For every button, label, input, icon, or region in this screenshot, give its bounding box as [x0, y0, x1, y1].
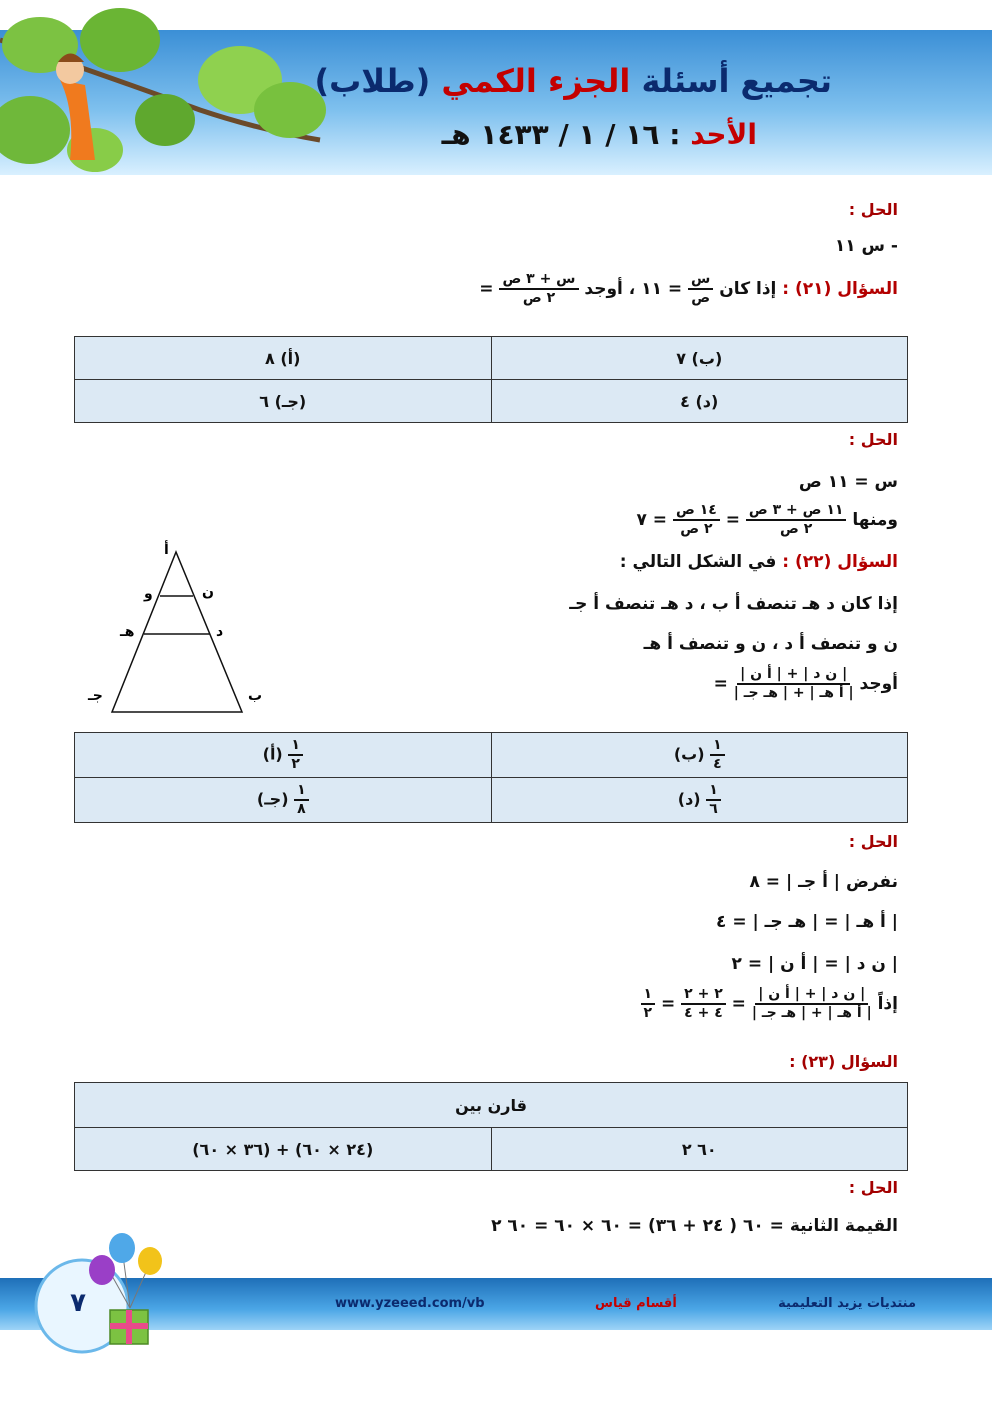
- vertex-b-label: ب: [248, 688, 263, 704]
- top-line: - س ١١: [834, 236, 898, 256]
- page-number: ٧: [70, 1288, 86, 1318]
- q21-fraction2: [499, 271, 578, 307]
- title-part2: الجزء الكمي: [441, 62, 631, 100]
- q22-solution-line2: | أ هـ | = | هـ جـ | = ٤: [716, 912, 898, 932]
- q22-opt-b-num: ١: [710, 737, 725, 756]
- q22-find: [714, 666, 898, 702]
- q21-solution-line2: ومنها $\frac{\text{١١ ص + ٣ ص}}{\text{٢ ص}}$ = $\frac{\text{١٤ ص}}{\text{٢ ص}}$ = ٧: [636, 502, 898, 537]
- q21-tail: =: [479, 279, 494, 299]
- footer-url[interactable]: www.yzeeed.com/vb: [335, 1296, 485, 1311]
- q21-frac2-den: ٢ ص: [522, 290, 556, 306]
- q21-text1: إذا كان: [719, 279, 777, 299]
- q21-frac1-den: ص: [691, 290, 711, 306]
- q21-option-d[interactable]: (د) ٤: [491, 380, 908, 423]
- q22-tail: =: [713, 674, 728, 694]
- q22-fraction: [734, 666, 854, 702]
- q21-sol-frac1-den: ٢ ص: [780, 521, 813, 537]
- q21-sol-frac2-num: ١٤ ص: [673, 502, 720, 521]
- q22-sol-frac3-num: ١: [641, 986, 656, 1005]
- q22-opt-b-prefix: (ب): [673, 744, 705, 764]
- title-part1: تجميع أسئلة: [641, 62, 832, 100]
- q21-sol-fraction1: [746, 502, 847, 538]
- q21-question: [479, 271, 898, 307]
- q22-opt-c-prefix: (جـ): [256, 789, 289, 809]
- q22-opt-a-den: ٢: [291, 756, 300, 772]
- q22-opt-c-den: ٨: [297, 801, 306, 817]
- q22-option-b[interactable]: [491, 733, 908, 778]
- vertex-j-label: جـ: [88, 688, 103, 704]
- q22-opt-d-den: ٦: [709, 801, 718, 817]
- q21-sol-frac1-num: ١١ ص + ٣ ص: [746, 502, 847, 521]
- q22-opt-c-num: ١: [294, 782, 309, 801]
- q21-solution-line1: س = ١١ ص: [798, 472, 898, 492]
- q21-label: السؤال (٢١) :: [782, 279, 898, 299]
- leaves-decoration: [0, 0, 330, 190]
- date-value: : ١٦ / ١ / ١٤٣٣ هـ: [441, 118, 681, 151]
- q21-options-table: [74, 336, 908, 423]
- q21-sol-fraction2: [673, 502, 720, 538]
- q22-option-d[interactable]: [491, 778, 908, 823]
- title-part3: (طلاب): [314, 62, 431, 100]
- q22-opt-d-num: ١: [706, 782, 721, 801]
- footer-section: أقسام قياس: [595, 1296, 677, 1311]
- q21-sol-prefix: ومنها: [852, 510, 898, 530]
- solution-label-q21: الحل :: [848, 430, 898, 449]
- q22-frac-den: | أ هـ | + | هـ جـ |: [733, 685, 854, 701]
- q23-compare-header: قارن بين: [75, 1083, 908, 1128]
- page-title: [314, 62, 832, 100]
- footer-forum: منتديات يزيد التعليمية: [778, 1296, 916, 1311]
- balloons-decoration: [30, 1228, 170, 1358]
- point-w-label: و: [144, 586, 153, 602]
- point-h-label: هـ: [120, 624, 135, 640]
- q22-sol-frac1-num: | ن د | + | أ ن |: [755, 986, 868, 1005]
- q22-line1: إذا كان د هـ تنصف أ ب ، د هـ تنصف أ جـ: [569, 594, 898, 614]
- vertex-a-label: أ: [164, 542, 169, 558]
- q22-sol-prefix: إذاً: [877, 994, 898, 1014]
- q21-option-a[interactable]: (أ) ٨: [75, 337, 492, 380]
- q22-solution-line3: | ن د | = | أ ن | = ٢: [731, 954, 898, 974]
- q22-sol-frac2-den: ٤ + ٤: [684, 1005, 723, 1021]
- q22-sol-frac3-den: ٢: [643, 1005, 653, 1021]
- q22-solution-line4: إذاً $\frac{\text{| ن د | + | أ ن |}}{\text{| أ هـ | + | هـ جـ |}}$ = $\frac{٢ + ٢}{٤ + ٤}$ = $\frac{١}{٢}$: [641, 986, 898, 1022]
- q22-intro: في الشكل التالي :: [619, 552, 777, 572]
- point-n-label: ن: [202, 584, 214, 600]
- q21-sol-tail: = ٧: [636, 510, 668, 530]
- q22-option-c[interactable]: [75, 778, 492, 823]
- solution-label-q22: الحل :: [848, 832, 898, 851]
- q21-fraction1: [688, 271, 713, 307]
- solution-label-top: الحل :: [848, 200, 898, 219]
- page-date: [442, 118, 757, 151]
- q21-text2: = ١١ ، أوجد: [584, 279, 683, 299]
- q22-options-table: [74, 732, 908, 823]
- q22-label: السؤال (٢٢) :: [782, 552, 898, 572]
- q22-opt-a-num: ١: [288, 737, 303, 756]
- q21-option-b[interactable]: (ب) ٧: [491, 337, 908, 380]
- q21-frac2-num: س + ٣ ص: [499, 271, 578, 290]
- point-d-label: د: [216, 624, 224, 640]
- q22-option-a[interactable]: [75, 733, 492, 778]
- q23-compare-table: [74, 1082, 908, 1171]
- q22-find-label: أوجد: [859, 674, 898, 694]
- q21-sol-frac2-den: ٢ ص: [680, 521, 713, 537]
- date-day: الأحد: [690, 118, 757, 151]
- q22-opt-b-den: ٤: [713, 756, 722, 772]
- q22-solution-line1: نفرض | أ جـ | = ٨: [749, 872, 898, 892]
- q22-sol-frac1-den: | أ هـ | + | هـ جـ |: [751, 1005, 872, 1021]
- q23-label: السؤال (٢٣) :: [789, 1052, 898, 1071]
- q22-sol-frac2-num: ٢ + ٢: [681, 986, 726, 1005]
- q22-opt-d-prefix: (د): [677, 789, 701, 809]
- q22-frac-num: | ن د | + | أ ن |: [737, 666, 850, 685]
- q21-option-c[interactable]: (جـ) ٦: [75, 380, 492, 423]
- triangle-figure: [80, 540, 280, 720]
- q23-solution-line: القيمة الثانية = ٦٠ ( ٢٤ + ٣٦) = ٦٠ × ٦٠ = ٦٠ ٢: [491, 1216, 898, 1236]
- q22-question: [620, 552, 898, 572]
- q23-value-left[interactable]: (٢٤ × ٦٠) + (٣٦ × ٦٠): [75, 1128, 492, 1171]
- q22-line2: ن و تنصف أ د ، ن و تنصف أ هـ: [643, 634, 898, 654]
- q21-frac1-num: س: [688, 271, 713, 290]
- q23-value-right[interactable]: ٦٠ ٢: [491, 1128, 908, 1171]
- q22-opt-a-prefix: (أ): [262, 744, 283, 764]
- solution-label-q23: الحل :: [848, 1178, 898, 1197]
